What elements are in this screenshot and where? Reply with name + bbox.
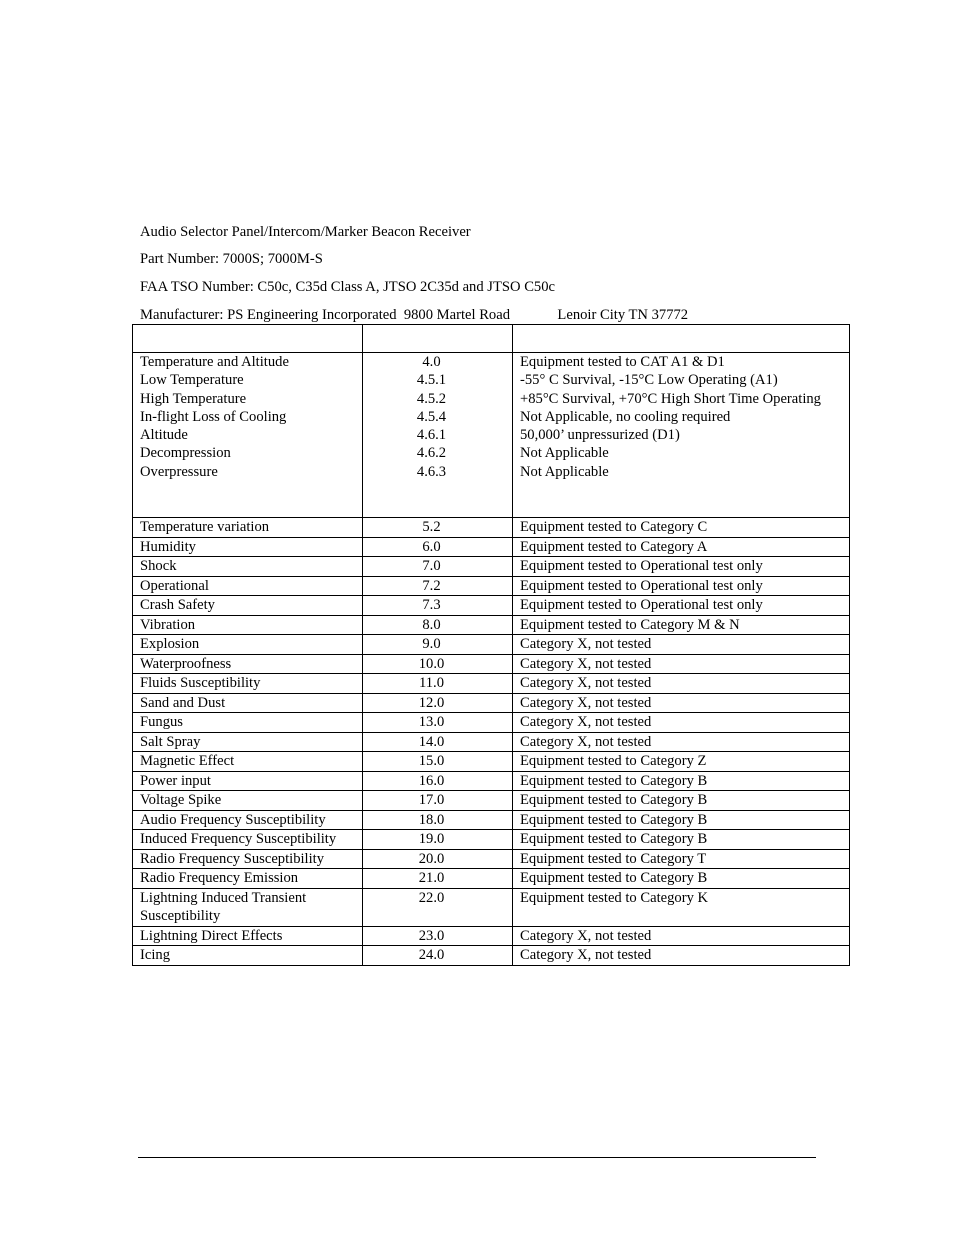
group-description: Equipment tested to CAT A1 & D1 xyxy=(520,354,725,370)
description-cell: Equipment tested to Category B xyxy=(513,791,850,811)
table-row xyxy=(133,926,850,946)
section-cell: 13.0 xyxy=(363,713,513,733)
condition-cell: Fungus xyxy=(133,713,363,733)
group-sections-cell xyxy=(363,353,513,518)
description-cell: Category X, not tested xyxy=(513,946,850,966)
part-number: Part Number: 7000S; 7000M-S xyxy=(140,251,323,267)
group-conditions-cell xyxy=(133,353,363,518)
group-section: 4.6.1 xyxy=(416,427,447,444)
header-cell-description xyxy=(513,325,850,353)
header-cell-condition xyxy=(133,325,363,353)
description-cell: Equipment tested to Category K xyxy=(513,888,850,926)
condition-cell: Power input xyxy=(133,771,363,791)
group-section: 4.5.4 xyxy=(416,408,447,425)
section-cell: 5.2 xyxy=(363,518,513,538)
condition-cell: Audio Frequency Susceptibility xyxy=(133,810,363,830)
table-row xyxy=(133,752,850,772)
table-row xyxy=(133,810,850,830)
table-row xyxy=(133,518,850,538)
description-cell: Equipment tested to Category B xyxy=(513,810,850,830)
description-cell: Equipment tested to Category B xyxy=(513,869,850,889)
group-description: +85°C Survival, +70°C High Short Time Operating xyxy=(520,390,821,407)
condition-cell: Explosion xyxy=(133,635,363,655)
section-cell: 9.0 xyxy=(363,635,513,655)
header-cell-section xyxy=(363,325,513,353)
condition-cell: Salt Spray xyxy=(133,732,363,752)
description-cell: Category X, not tested xyxy=(513,674,850,694)
section-cell: 7.2 xyxy=(363,576,513,596)
condition-cell: Temperature variation xyxy=(133,518,363,538)
section-cell: 6.0 xyxy=(363,537,513,557)
section-cell: 17.0 xyxy=(363,791,513,811)
description-cell: Equipment tested to Category Z xyxy=(513,752,850,772)
document-title: Audio Selector Panel/Intercom/Marker Beacon Receiver xyxy=(140,224,471,240)
condition-cell: Vibration xyxy=(133,615,363,635)
group-section: 4.6.2 xyxy=(416,445,447,462)
section-cell: 20.0 xyxy=(363,849,513,869)
temperature-altitude-group-row xyxy=(133,353,850,518)
condition-cell: Fluids Susceptibility xyxy=(133,674,363,694)
condition-cell: Icing xyxy=(133,946,363,966)
section-cell: 19.0 xyxy=(363,830,513,850)
table-row xyxy=(133,830,850,850)
section-cell: 7.0 xyxy=(363,557,513,577)
condition-cell: Operational xyxy=(133,576,363,596)
section-cell: 11.0 xyxy=(363,674,513,694)
section-cell: 18.0 xyxy=(363,810,513,830)
tso-number: FAA TSO Number: C50c, C35d Class A, JTSO 2C35d and JTSO C50c xyxy=(140,279,556,295)
table-row xyxy=(133,732,850,752)
table-header-row xyxy=(133,325,850,353)
table-row xyxy=(133,946,850,966)
description-cell: Equipment tested to Operational test only xyxy=(513,596,850,616)
condition-cell: Sand and Dust xyxy=(133,693,363,713)
section-cell: 21.0 xyxy=(363,869,513,889)
section-cell: 10.0 xyxy=(363,654,513,674)
group-condition: High Temperature xyxy=(140,390,247,407)
condition-cell: Voltage Spike xyxy=(133,791,363,811)
description-cell: Equipment tested to Category B xyxy=(513,771,850,791)
group-condition: In-flight Loss of Cooling xyxy=(140,408,287,425)
description-cell: Equipment tested to Operational test only xyxy=(513,557,850,577)
condition-cell: Humidity xyxy=(133,537,363,557)
group-condition: Decompression xyxy=(140,445,231,462)
description-cell: Equipment tested to Category A xyxy=(513,537,850,557)
condition-cell: Lightning Direct Effects xyxy=(133,926,363,946)
group-description: 50,000’ unpressurized (D1) xyxy=(520,427,680,444)
description-cell: Category X, not tested xyxy=(513,635,850,655)
condition-cell: Shock xyxy=(133,557,363,577)
description-cell: Equipment tested to Category C xyxy=(513,518,850,538)
environmental-qualification-table xyxy=(132,324,850,966)
group-condition: Temperature and Altitude xyxy=(140,354,289,370)
group-section: 4.5.1 xyxy=(416,372,447,389)
group-section: 4.5.2 xyxy=(416,390,447,407)
description-cell: Category X, not tested xyxy=(513,732,850,752)
description-cell: Equipment tested to Operational test only xyxy=(513,576,850,596)
section-cell: 8.0 xyxy=(363,615,513,635)
table-row xyxy=(133,615,850,635)
group-condition: Overpressure xyxy=(140,463,218,480)
description-cell: Equipment tested to Category B xyxy=(513,830,850,850)
condition-cell: Waterproofness xyxy=(133,654,363,674)
description-cell: Category X, not tested xyxy=(513,654,850,674)
condition-cell: Induced Frequency Susceptibility xyxy=(133,830,363,850)
group-condition: Altitude xyxy=(140,427,188,444)
condition-cell: Magnetic Effect xyxy=(133,752,363,772)
table-row xyxy=(133,791,850,811)
table-row xyxy=(133,576,850,596)
description-cell: Category X, not tested xyxy=(513,926,850,946)
group-description: Not Applicable xyxy=(520,463,609,480)
table-row xyxy=(133,674,850,694)
section-cell: 24.0 xyxy=(363,946,513,966)
group-description: Not Applicable xyxy=(520,445,609,462)
manufacturer: Manufacturer: PS Engineering Incorporated 9800 Martel Road Lenoir City TN 37772 xyxy=(140,307,689,323)
table-row xyxy=(133,693,850,713)
condition-cell: Lightning Induced Transient Susceptibility xyxy=(133,888,363,926)
footer-divider xyxy=(138,1157,816,1158)
description-cell: Equipment tested to Category M & N xyxy=(513,615,850,635)
table-row xyxy=(133,771,850,791)
condition-cell: Radio Frequency Emission xyxy=(133,869,363,889)
table-row xyxy=(133,849,850,869)
section-cell: 22.0 xyxy=(363,888,513,926)
group-section: 4.0 xyxy=(422,354,441,370)
group-description: Not Applicable, no cooling required xyxy=(520,408,731,425)
table-row xyxy=(133,869,850,889)
section-cell: 7.3 xyxy=(363,596,513,616)
condition-cell: Radio Frequency Susceptibility xyxy=(133,849,363,869)
section-cell: 14.0 xyxy=(363,732,513,752)
table-row xyxy=(133,635,850,655)
group-section: 4.6.3 xyxy=(416,463,447,480)
table-row xyxy=(133,888,850,926)
table-row xyxy=(133,654,850,674)
table-row xyxy=(133,537,850,557)
table-row xyxy=(133,713,850,733)
section-cell: 16.0 xyxy=(363,771,513,791)
table-row xyxy=(133,557,850,577)
description-cell: Category X, not tested xyxy=(513,693,850,713)
description-cell: Category X, not tested xyxy=(513,713,850,733)
section-cell: 12.0 xyxy=(363,693,513,713)
group-descriptions-cell xyxy=(513,353,850,518)
table-row xyxy=(133,596,850,616)
section-cell: 15.0 xyxy=(363,752,513,772)
description-cell: Equipment tested to Category T xyxy=(513,849,850,869)
section-cell: 23.0 xyxy=(363,926,513,946)
group-description: -55° C Survival, -15°C Low Operating (A1) xyxy=(520,372,778,389)
condition-cell: Crash Safety xyxy=(133,596,363,616)
group-condition: Low Temperature xyxy=(140,372,244,389)
